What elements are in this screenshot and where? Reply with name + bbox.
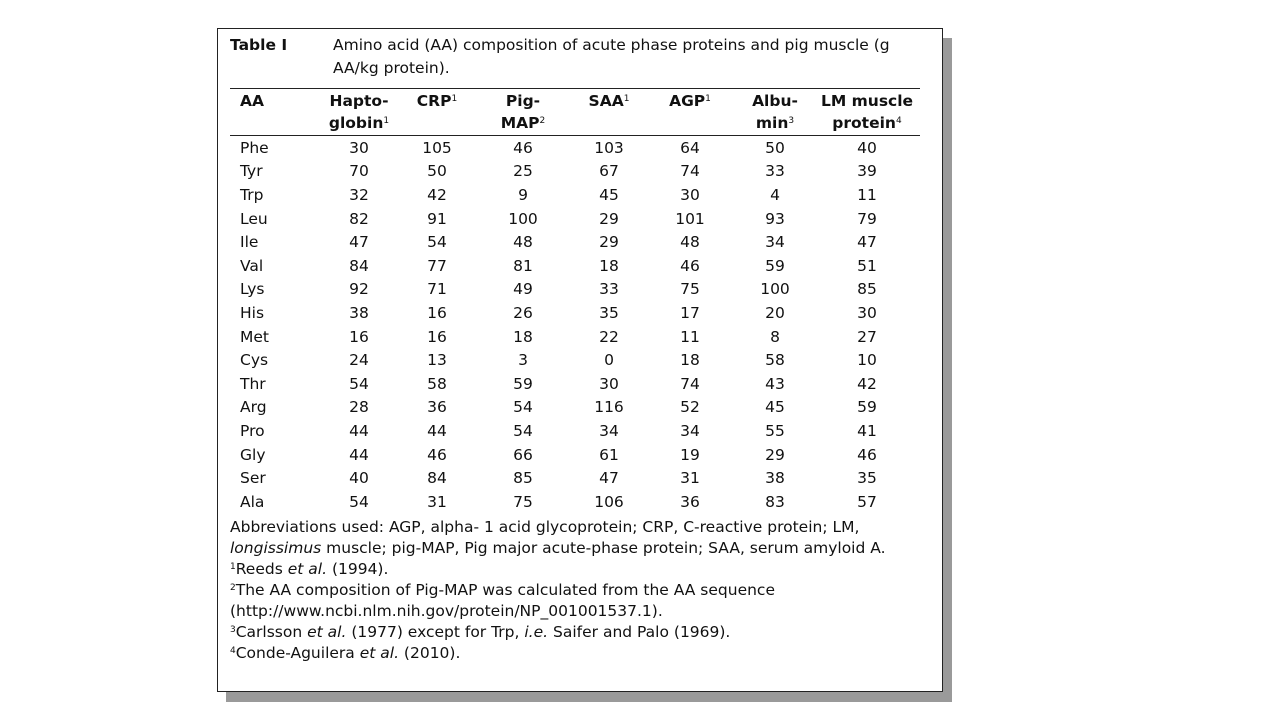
value-cell: 51 [857, 256, 877, 275]
value-cell: 84 [427, 469, 447, 488]
value-cell: 49 [513, 280, 533, 299]
value-cell: 22 [599, 327, 619, 346]
amino-acid-cell: His [240, 303, 265, 322]
value-cell: 11 [857, 185, 877, 204]
value-cell: 54 [513, 421, 533, 440]
amino-acid-cell: Met [240, 327, 269, 346]
value-cell: 20 [765, 303, 785, 322]
footnote-3-ie: i.e. [524, 623, 549, 641]
value-cell: 66 [513, 445, 533, 464]
value-cell: 9 [518, 185, 528, 204]
value-cell: 83 [765, 492, 785, 511]
value-cell: 30 [680, 185, 700, 204]
value-cell: 44 [427, 421, 447, 440]
amino-acid-cell: Trp [240, 185, 264, 204]
value-cell: 28 [349, 398, 369, 417]
amino-acid-cell: Thr [240, 374, 266, 393]
value-cell: 16 [427, 327, 447, 346]
value-cell: 38 [765, 469, 785, 488]
value-cell: 46 [857, 445, 877, 464]
column-header-footnote-marker: 1 [623, 94, 630, 104]
amino-acid-cell: Ile [240, 233, 259, 252]
value-cell: 74 [680, 162, 700, 181]
value-cell: 24 [349, 351, 369, 370]
value-cell: 47 [349, 233, 369, 252]
value-cell: 26 [513, 303, 533, 322]
amino-acid-cell: Ser [240, 469, 266, 488]
table-row [230, 396, 920, 420]
value-cell: 50 [427, 162, 447, 181]
value-cell: 18 [680, 351, 700, 370]
column-header-line2: protein [832, 114, 896, 132]
value-cell: 35 [599, 303, 619, 322]
footnote-3-etal: et al. [307, 623, 347, 641]
amino-acid-cell: Pro [240, 421, 265, 440]
column-header-line1: Hapto- [329, 92, 389, 110]
value-cell: 8 [770, 327, 780, 346]
value-cell: 82 [349, 209, 369, 228]
abbrev-rest: muscle; pig-MAP, Pig major acute-phase protein; SAA, serum amyloid A. [321, 539, 886, 557]
value-cell: 93 [765, 209, 785, 228]
value-cell: 13 [427, 351, 447, 370]
amino-acid-cell: Cys [240, 351, 269, 370]
value-cell: 40 [857, 138, 877, 157]
value-cell: 35 [857, 469, 877, 488]
column-header-line1: LM muscle [820, 92, 914, 110]
value-cell: 46 [513, 138, 533, 157]
value-cell: 59 [857, 398, 877, 417]
abbreviations-line1: Abbreviations used: AGP, alpha- 1 acid glycoprotein; CRP, C-reactive protein; LM, [230, 518, 860, 536]
value-cell: 19 [680, 445, 700, 464]
value-cell: 57 [857, 492, 877, 511]
value-cell: 46 [680, 256, 700, 275]
column-header [230, 89, 316, 136]
column-header-footnote-marker: 1 [451, 94, 458, 104]
column-header [574, 89, 644, 136]
value-cell: 100 [760, 280, 790, 299]
amino-acid-cell: Leu [240, 209, 268, 228]
column-header-line1: Albu- [752, 92, 798, 110]
footnote-4-text-a: Conde-Aguilera [235, 644, 360, 662]
column-header [402, 89, 472, 136]
value-cell: 92 [349, 280, 369, 299]
value-cell: 30 [599, 374, 619, 393]
value-cell: 103 [594, 138, 624, 157]
column-header-line1: AGP [669, 92, 706, 110]
value-cell: 47 [857, 233, 877, 252]
column-header-line2: min [755, 114, 789, 132]
value-cell: 100 [508, 209, 538, 228]
caption-label: Table I [230, 36, 288, 54]
value-cell: 4 [770, 185, 780, 204]
column-header-line1: SAA [588, 92, 624, 110]
value-cell: 54 [349, 492, 369, 511]
column-header [644, 89, 736, 136]
table-body [230, 136, 920, 514]
footnote-2-line1 [230, 580, 932, 601]
footnote-1-text-a: Reeds [235, 560, 288, 578]
value-cell: 17 [680, 303, 700, 322]
table-row [230, 419, 920, 443]
table-row [230, 301, 920, 325]
column-header-line1: Pig- [505, 92, 541, 110]
value-cell: 91 [427, 209, 447, 228]
value-cell: 52 [680, 398, 700, 417]
table-row [230, 278, 920, 302]
value-cell: 85 [513, 469, 533, 488]
value-cell: 30 [349, 138, 369, 157]
value-cell: 74 [680, 374, 700, 393]
value-cell: 34 [765, 233, 785, 252]
value-cell: 30 [857, 303, 877, 322]
value-cell: 18 [513, 327, 533, 346]
caption-text: Amino acid (AA) composition of acute phase proteins and pig muscle (g AA/kg protein). [333, 36, 890, 77]
column-header [316, 89, 402, 136]
column-header-line1: CRP [416, 92, 452, 110]
table-row [230, 160, 920, 184]
value-cell: 48 [680, 233, 700, 252]
value-cell: 40 [349, 469, 369, 488]
table-footnotes [230, 517, 932, 664]
value-cell: 38 [349, 303, 369, 322]
column-header-footnote-marker: 1 [383, 116, 390, 126]
value-cell: 64 [680, 138, 700, 157]
table-row [230, 466, 920, 490]
amino-acid-cell: Ala [240, 492, 265, 511]
table-row [230, 443, 920, 467]
footnote-1-text-b: (1994). [327, 560, 389, 578]
value-cell: 59 [765, 256, 785, 275]
value-cell: 0 [604, 351, 614, 370]
value-cell: 18 [599, 256, 619, 275]
value-cell: 84 [349, 256, 369, 275]
abbrev-italic: longissimus [230, 539, 322, 557]
value-cell: 79 [857, 209, 877, 228]
value-cell: 29 [599, 233, 619, 252]
value-cell: 39 [857, 162, 877, 181]
column-header-line2: MAP [500, 114, 540, 132]
value-cell: 67 [599, 162, 619, 181]
value-cell: 45 [599, 185, 619, 204]
table-card [217, 28, 943, 692]
footnote-4-etal: et al. [359, 644, 399, 662]
value-cell: 33 [765, 162, 785, 181]
value-cell: 36 [427, 398, 447, 417]
value-cell: 36 [680, 492, 700, 511]
value-cell: 32 [349, 185, 369, 204]
value-cell: 77 [427, 256, 447, 275]
value-cell: 70 [349, 162, 369, 181]
value-cell: 3 [518, 351, 528, 370]
footnote-2-marker: 2 [230, 583, 236, 593]
table-row [230, 207, 920, 231]
footnote-3-text-c: Saifer and Palo (1969). [548, 623, 731, 641]
footnote-2-text: The AA composition of Pig-MAP was calculated from the AA sequence [235, 581, 775, 599]
footnote-1 [230, 559, 932, 580]
table-row [230, 136, 920, 160]
value-cell: 75 [513, 492, 533, 511]
value-cell: 105 [422, 138, 452, 157]
table-row [230, 254, 920, 278]
header-row [230, 89, 920, 136]
value-cell: 43 [765, 374, 785, 393]
amino-acid-table [230, 88, 920, 514]
value-cell: 44 [349, 421, 369, 440]
footnote-4-marker: 4 [230, 646, 236, 656]
value-cell: 31 [680, 469, 700, 488]
value-cell: 41 [857, 421, 877, 440]
footnote-2-line2: (http://www.ncbi.nlm.nih.gov/protein/NP_001001537.1). [230, 602, 663, 620]
value-cell: 54 [427, 233, 447, 252]
amino-acid-cell: Lys [240, 280, 265, 299]
footnote-1-marker: 1 [230, 562, 236, 572]
value-cell: 54 [513, 398, 533, 417]
value-cell: 45 [765, 398, 785, 417]
abbreviations-line2 [230, 538, 932, 559]
value-cell: 27 [857, 327, 877, 346]
table-row [230, 490, 920, 514]
footnote-3-text-b: (1977) except for Trp, [346, 623, 525, 641]
value-cell: 34 [680, 421, 700, 440]
value-cell: 34 [599, 421, 619, 440]
footnote-1-etal: et al. [287, 560, 328, 578]
value-cell: 75 [680, 280, 700, 299]
value-cell: 16 [427, 303, 447, 322]
value-cell: 11 [680, 327, 700, 346]
amino-acid-cell: Tyr [240, 162, 263, 181]
amino-acid-cell: Phe [240, 138, 269, 157]
amino-acid-cell: Gly [240, 445, 266, 464]
value-cell: 42 [857, 374, 877, 393]
value-cell: 48 [513, 233, 533, 252]
value-cell: 46 [427, 445, 447, 464]
amino-acid-cell: Val [240, 256, 264, 275]
column-header-footnote-marker: 2 [539, 116, 546, 126]
value-cell: 50 [765, 138, 785, 157]
column-header-footnote-marker: 4 [895, 116, 902, 126]
table-row [230, 325, 920, 349]
column-header-line1: AA [240, 92, 264, 110]
footnote-3 [230, 622, 932, 643]
value-cell: 58 [427, 374, 447, 393]
value-cell: 29 [765, 445, 785, 464]
value-cell: 10 [857, 351, 877, 370]
value-cell: 81 [513, 256, 533, 275]
value-cell: 59 [513, 374, 533, 393]
column-header [472, 89, 574, 136]
value-cell: 106 [594, 492, 624, 511]
value-cell: 85 [857, 280, 877, 299]
value-cell: 42 [427, 185, 447, 204]
column-header-footnote-marker: 1 [705, 94, 711, 104]
table-row [230, 348, 920, 372]
column-header [814, 89, 920, 136]
value-cell: 25 [513, 162, 533, 181]
value-cell: 58 [765, 351, 785, 370]
column-header-footnote-marker: 3 [788, 116, 795, 126]
value-cell: 55 [765, 421, 785, 440]
value-cell: 71 [427, 280, 447, 299]
footnote-3-text-a: Carlsson [235, 623, 308, 641]
value-cell: 33 [599, 280, 619, 299]
value-cell: 54 [349, 374, 369, 393]
table-row [230, 183, 920, 207]
column-header [736, 89, 814, 136]
value-cell: 29 [599, 209, 619, 228]
value-cell: 101 [675, 209, 705, 228]
value-cell: 47 [599, 469, 619, 488]
table-row [230, 372, 920, 396]
footnote-4-text-b: (2010). [399, 644, 461, 662]
footnote-4 [230, 643, 932, 664]
amino-acid-cell: Arg [240, 398, 267, 417]
value-cell: 116 [594, 398, 624, 417]
footnote-3-marker: 3 [230, 625, 236, 635]
table-row [230, 230, 920, 254]
value-cell: 61 [599, 445, 619, 464]
value-cell: 16 [349, 327, 369, 346]
column-header-line2: globin [328, 114, 384, 132]
value-cell: 31 [427, 492, 447, 511]
value-cell: 44 [349, 445, 369, 464]
